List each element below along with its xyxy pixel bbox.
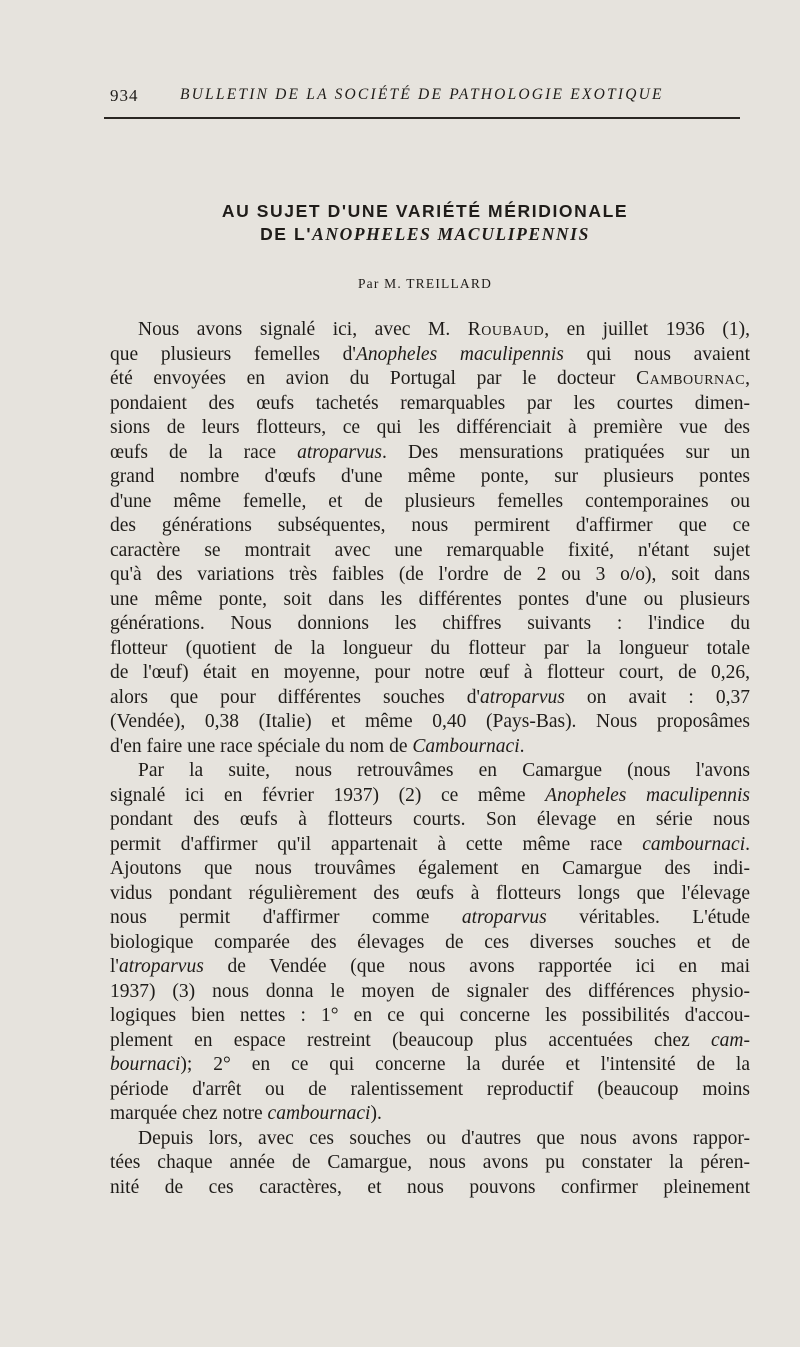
text-line: plement en espace restreint (beaucoup plus accentuées chez cam-: [110, 1029, 750, 1051]
species-name: atroparvus: [297, 441, 382, 463]
running-head: [110, 84, 740, 114]
species-name: atroparvus: [480, 686, 565, 708]
text-line: d'une même femelle, et de plusieurs femelles contemporaines ou: [110, 490, 750, 512]
text-line: permit d'affirmer qu'il appartenait à cette même race cambournaci.: [110, 833, 750, 855]
page-number: 934: [110, 86, 139, 105]
text-line: caractère se montrait avec une remarquable fixité, n'étant sujet: [110, 539, 750, 561]
text-line: bournaci); 2° en ce qui concerne la durée et l'intensité de la: [110, 1054, 750, 1075]
text-line: œufs de la race atroparvus. Des mensurations pratiquées sur un: [110, 441, 750, 463]
byline: Par M. TREILLARD: [357, 276, 493, 291]
species-name: Anopheles maculipennis: [545, 784, 750, 806]
text-line: que plusieurs femelles d'Anopheles maculipennis qui nous avaient: [110, 343, 750, 365]
text-line: grand nombre d'œufs d'une même ponte, sur plusieurs pontes: [110, 466, 750, 487]
species-name: Cambournaci: [412, 735, 520, 757]
text-line: 1937) (3) nous donna le moyen de signaler des différences physio-: [110, 980, 750, 1002]
author-name: Cambournac: [636, 368, 746, 389]
text-line: flotteur (quotient de la longueur du flotteur par la longueur totale: [110, 637, 750, 659]
title-line-2: [120, 223, 730, 246]
author-name: Roubaud: [467, 319, 545, 340]
text-line: qu'à des variations très faibles (de l'ordre de 2 ou 3 o/o), soit dans: [110, 564, 750, 585]
text-line: une même ponte, soit dans les différentes pontes d'une ou plusieurs: [110, 588, 750, 610]
text-line: pondaient des œufs tachetés remarquables par les courtes dimen-: [110, 392, 750, 414]
text-line: Nous avons signalé ici, avec M. Roubaud, en juillet 1936 (1),: [138, 319, 750, 340]
title-line-1: AU SUJET D'UNE VARIÉTÉ MÉRIDIONALE: [221, 201, 629, 221]
species-name: cam-: [711, 1029, 750, 1051]
text-line: période d'arrêt ou de ralentissement reproductif (beaucoup moins: [110, 1078, 750, 1100]
species-name: atroparvus: [118, 956, 204, 977]
text-line: signalé ici en février 1937) (2) ce même Anopheles maculipennis: [110, 784, 750, 806]
text-line: logiques bien nettes : 1° en ce qui concerne les possibilités d'accou-: [110, 1005, 750, 1026]
species-name: cambournaci: [642, 833, 746, 855]
text-line: alors que pour différentes souches d'atroparvus on avait : 0,37: [110, 686, 750, 708]
text-line: Par la suite, nous retrouvâmes en Camargue (nous l'avons: [138, 760, 750, 781]
text-line: Ajoutons que nous trouvâmes également en Camargue des indi-: [110, 858, 750, 879]
text-line: été envoyées en avion du Portugal par le docteur Cambournac,: [110, 368, 750, 389]
header-rule: [104, 117, 740, 119]
text-line: vidus pondant régulièrement des œufs à flotteurs longs que l'élevage: [110, 882, 750, 904]
species-name: cambournaci: [267, 1103, 371, 1124]
article-body: [110, 318, 750, 1200]
species-name: Anopheles maculipennis: [355, 343, 564, 365]
text-line: biologique comparée des élevages de ces diverses souches et de: [110, 931, 750, 953]
journal-title: BULLETIN DE LA SOCIÉTÉ DE PATHOLOGIE EXOTIQUE: [180, 86, 664, 103]
text-line: tées chaque année de Camargue, nous avons pu constater la péren-: [110, 1152, 750, 1173]
title-prefix: DE L': [260, 224, 313, 244]
species-name: bournaci: [110, 1054, 181, 1075]
text-line: des générations subséquentes, nous permirent d'affirmer que ce: [110, 515, 750, 536]
text-line: l'atroparvus de Vendée (que nous avons rapportée ici en mai: [110, 956, 750, 977]
text-line: (Vendée), 0,38 (Italie) et même 0,40 (Pays-Bas). Nous proposâmes: [110, 711, 750, 732]
text-line: nité de ces caractères, et nous pouvons confirmer pleinement: [110, 1176, 750, 1198]
text-line: de l'œuf) était en moyenne, pour notre œuf à flotteur court, de 0,26,: [110, 662, 750, 683]
species-name: atroparvus: [461, 907, 547, 928]
title-species: ANOPHELES MACULIPENNIS: [312, 224, 590, 244]
text-line: d'en faire une race spéciale du nom de Cambournaci.: [110, 735, 525, 757]
text-line: générations. Nous donnions les chiffres suivants : l'indice du: [110, 613, 750, 634]
text-line: nous permit d'affirmer comme atroparvus véritables. L'étude: [110, 907, 750, 928]
text-line: sions de leurs flotteurs, ce qui les différenciait à première vue des: [110, 417, 750, 438]
article-title: [120, 200, 730, 246]
text-line: pondant des œufs à flotteurs courts. Son élevage en série nous: [110, 809, 750, 830]
text-line: marquée chez notre cambournaci).: [110, 1103, 382, 1124]
text-line: Depuis lors, avec ces souches ou d'autres que nous avons rappor-: [138, 1127, 750, 1149]
